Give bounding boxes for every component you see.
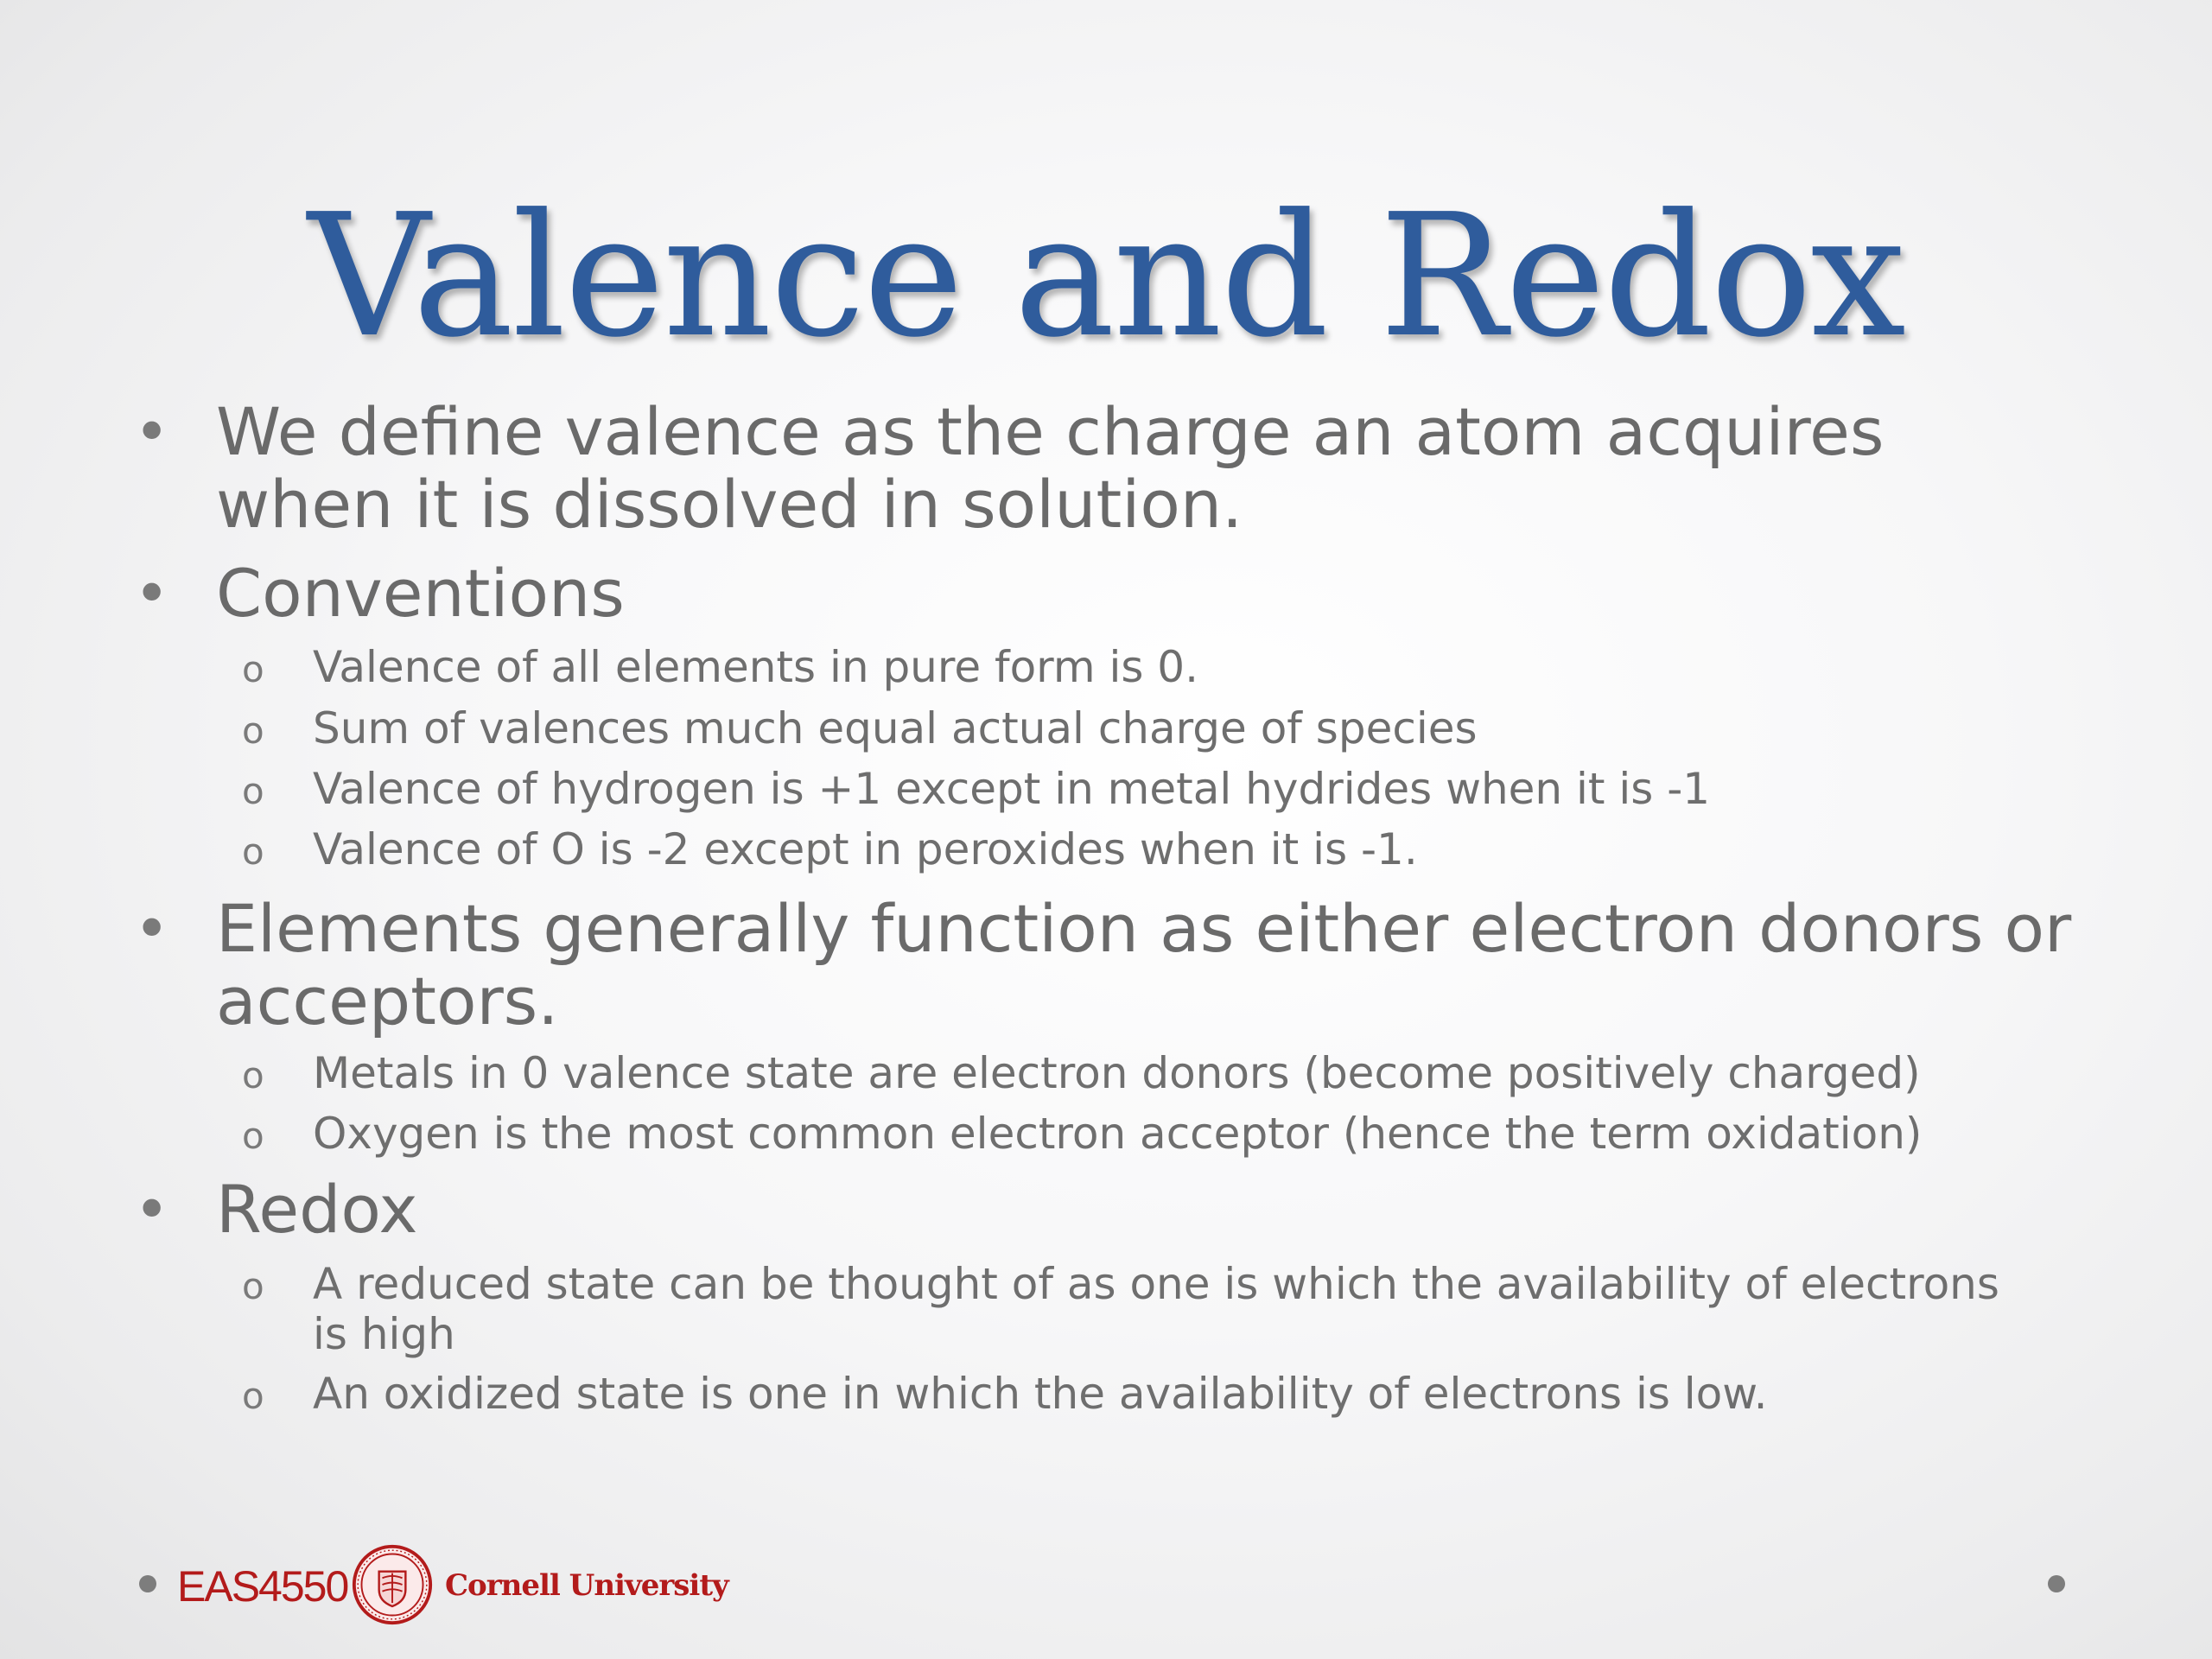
bullet-redox [134, 1171, 2074, 1248]
bullet-icon: • [134, 893, 170, 964]
slide-title: Valence and Redox [308, 178, 1904, 375]
sub-bullet [242, 1259, 2084, 1359]
course-code: EAS4550 [177, 1562, 348, 1611]
sub-bullet [242, 764, 2084, 814]
sub-bullet-icon: o [242, 1375, 264, 1417]
bullet-icon: • [134, 1174, 170, 1245]
sub-bullet-icon: o [242, 1265, 264, 1307]
sub-bullet-text: An oxidized state is one in which the availability of electrons is low. [313, 1369, 1768, 1419]
sub-bullet-text: Valence of O is -2 except in peroxides when it is -1. [313, 824, 1418, 874]
bullet-text-line: We define valence as the charge an atom acquires [216, 393, 1885, 470]
bullet-text-line: Conventions [216, 555, 625, 632]
sub-bullet [242, 642, 2084, 692]
sub-bullet-text: Valence of hydrogen is +1 except in metal hydrides when it is -1 [313, 764, 1711, 814]
sub-bullet [242, 1109, 2084, 1159]
bullet-donors-acceptors [134, 890, 2074, 1039]
footer-dot-right [2048, 1575, 2065, 1592]
sub-bullet-icon: o [242, 1115, 264, 1157]
sub-bullet-text: A reduced state can be thought of as one is which the availability of electrons [313, 1259, 1999, 1309]
sub-bullet [242, 824, 2084, 874]
sub-bullet-text: is high [313, 1309, 455, 1359]
sub-bullet-icon: o [242, 770, 264, 812]
bullet-text-line: Elements generally function as either electron donors or [216, 890, 2072, 967]
university-name: Cornell University [445, 1568, 728, 1603]
sub-bullet-icon: o [242, 709, 264, 752]
sub-bullet-text: Oxygen is the most common electron acceptor (hence the term oxidation) [313, 1109, 1923, 1159]
cornell-seal-icon [351, 1543, 434, 1626]
sub-bullet [242, 703, 2084, 753]
footer-dot-left [139, 1575, 156, 1592]
sub-bullet-icon: o [242, 648, 264, 690]
bullet-text-line: Redox [216, 1171, 418, 1248]
sub-bullet-text: Valence of all elements in pure form is 0. [313, 642, 1198, 692]
sub-bullet-text: Metals in 0 valence state are electron donors (become positively charged) [313, 1048, 1921, 1098]
bullet-text-line: when it is dissolved in solution. [216, 466, 1243, 543]
sub-bullet [242, 1048, 2084, 1098]
sub-bullet-icon: o [242, 830, 264, 873]
bullet-icon: • [134, 558, 170, 629]
sub-bullet-text: Sum of valences much equal actual charge of species [313, 703, 1478, 753]
bullet-text-line: acceptors. [216, 963, 559, 1039]
bullet-icon: • [134, 397, 170, 467]
sub-bullet [242, 1369, 2084, 1419]
sub-bullet-icon: o [242, 1054, 264, 1096]
bullet-valence-definition [134, 393, 2074, 543]
bullet-conventions [134, 555, 2074, 632]
